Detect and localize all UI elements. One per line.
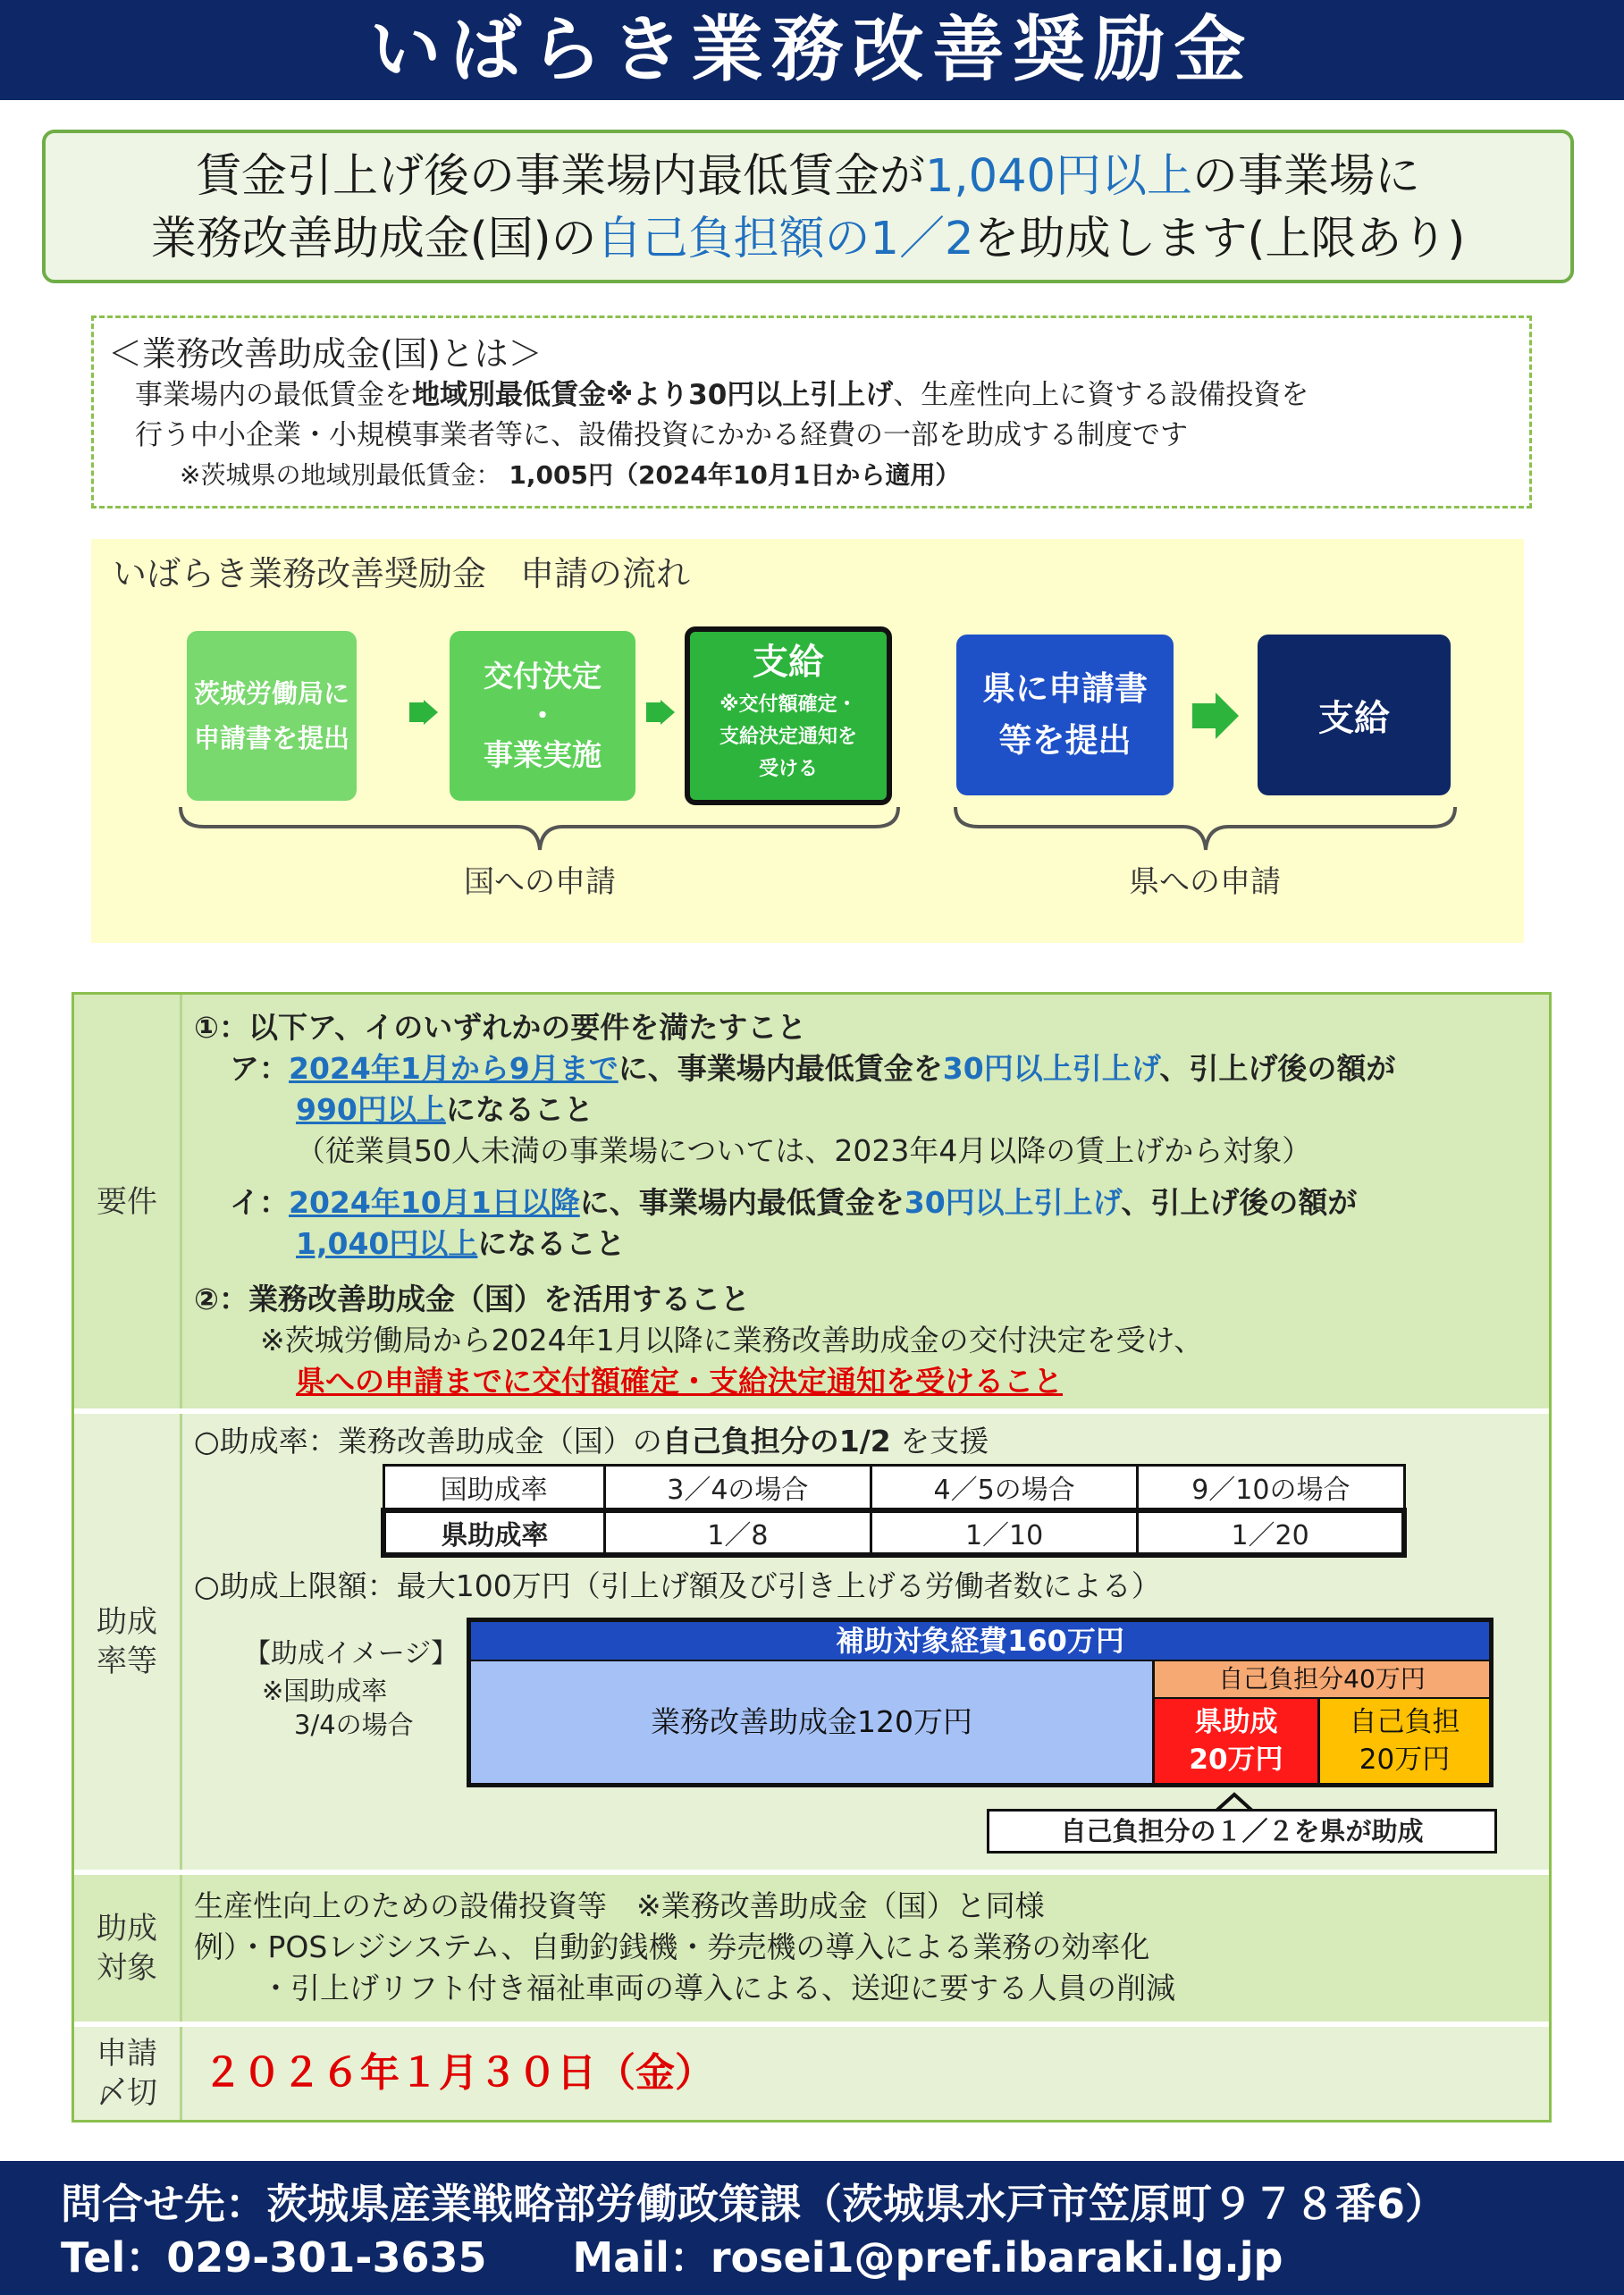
definition-line-1: 事業場内の最低賃金を地域別最低賃金※より30円以上引上げ、生産性向上に資する設備投資を: [135, 379, 1309, 411]
table-cell: 国助成率: [383, 1466, 604, 1510]
subsidy-bar: [467, 1618, 1494, 1787]
lead-line-1: 賃金引上げ後の事業場内最低賃金が1,040円以上の事業場に: [195, 150, 1421, 203]
row-rates: [74, 1414, 1549, 1872]
table-row: [383, 1466, 1404, 1510]
arrow-head: [1216, 693, 1239, 739]
image-title: 【助成イメージ】: [244, 1638, 459, 1669]
definition-line-2: 行う中小企業・小規模事業者等に、設備投資にかかる経費の一部を助成する制度です: [135, 419, 1188, 451]
lead-highlight-share: 自己負担額の1／2: [596, 213, 974, 265]
flow-step-submit-labour-bureau: 茨城労働局に 申請書を提出: [187, 631, 357, 801]
condition-2-warning: 県への申請までに交付額確定・支給決定通知を受けること: [296, 1364, 1063, 1399]
lead-line-2: 業務改善助成金(国)の自己負担額の1／2を助成します(上限あり): [150, 213, 1466, 265]
flow-step-payment-prefecture: 支給: [1258, 635, 1451, 795]
target-line-3: ・引上げリフト付き福祉車両の導入による、送迎に要する人員の削減: [261, 1971, 1175, 2005]
table-cell: 1／10: [871, 1510, 1137, 1555]
flow-step-submit-prefecture: 県に申請書 等を提出: [956, 635, 1174, 795]
table-cell: 県助成率: [383, 1510, 604, 1555]
condition-a-line-2: 990円以上になること: [296, 1092, 593, 1127]
bar-total: 補助対象経費160万円: [471, 1622, 1489, 1660]
condition-a-line-1: ア：2024年1月から9月までに、事業場内最低賃金を30円以上引上げ、引上げ後の額が: [230, 1051, 1396, 1086]
row-requirements: [74, 995, 1549, 1411]
arrow-head: [424, 700, 438, 725]
definition-title: ＜業務改善助成金(国)とは＞: [108, 334, 543, 374]
table-row: [383, 1510, 1404, 1555]
condition-i-line-2: 1,040円以上になること: [296, 1226, 626, 1261]
row-head-deadline: 申請 〆切: [74, 2027, 182, 2120]
row-head-targets: 助成 対象: [74, 1875, 182, 2022]
arrow-right-icon: [1192, 703, 1217, 728]
image-note-1: ※国助成率: [262, 1676, 388, 1706]
brace-national: [177, 803, 902, 859]
table-cell: 1／20: [1138, 1510, 1404, 1555]
row-head-rates: 助成 率等: [74, 1414, 182, 1870]
row-deadline: [74, 2027, 1549, 2120]
rate-description: ○助成率：業務改善助成金（国）の自己負担分の1/2 を支援: [194, 1424, 989, 1459]
row-targets: [74, 1875, 1549, 2024]
deadline-date: ２０２６年１月３０日（金）: [203, 2050, 714, 2096]
limit-description: ○助成上限額：最大100万円（引上げ額及び引き上げる労働者数による）: [194, 1568, 1161, 1603]
brace-prefecture: [952, 803, 1459, 859]
condition-a-note: （従業員50人未満の事業場については、2023年4月以降の賃上げから対象）: [296, 1133, 1312, 1168]
footer-contact: [0, 2161, 1624, 2295]
condition-2: ②：業務改善助成金（国）を活用すること: [194, 1282, 750, 1316]
caption-box: 自己負担分の１／２を県が助成: [987, 1809, 1497, 1854]
lead-box: [42, 130, 1574, 283]
contact-line: [61, 2231, 1624, 2284]
condition-1: ①：以下ア、イのいずれかの要件を満たすこと: [194, 1010, 807, 1045]
bar-national: 業務改善助成金120万円: [471, 1661, 1152, 1783]
national-application-label: 国への申請: [464, 864, 616, 900]
row-head-requirements: 要件: [74, 995, 182, 1408]
page-title: いばらき業務改善奨励金: [0, 0, 1624, 100]
target-line-1: 生産性向上のための設備投資等 ※業務改善助成金（国）と同様: [194, 1888, 1045, 1923]
table-cell: 4／5の場合: [871, 1466, 1137, 1510]
rate-table: [381, 1464, 1407, 1558]
target-line-2: 例）・POSレジシステム、自動釣銭機・券売機の導入による業務の効率化: [194, 1929, 1150, 1964]
contact-address: 問合せ先：茨城県産業戦略部労働政策課（茨城県水戸市笠原町９７８番6）: [61, 2180, 1447, 2228]
definition-note: ※茨城県の地域別最低賃金： 1,005円（2024年10月1日から適用）: [180, 460, 961, 490]
table-cell: 3／4の場合: [604, 1466, 871, 1510]
table-cell: 9／10の場合: [1138, 1466, 1404, 1510]
lead-highlight-wage: 1,040円以上: [924, 150, 1192, 203]
arrow-head: [661, 700, 675, 725]
contact-tel[interactable]: Tel：029-301-3635: [61, 2233, 487, 2282]
image-note-2: 3/4の場合: [294, 1710, 414, 1740]
table-cell: 1／8: [604, 1510, 871, 1555]
contact-mail[interactable]: Mail：rosei1@pref.ibaraki.lg.jp: [572, 2233, 1283, 2282]
condition-i-line-1: イ：2024年10月1日以降に、事業場内最低賃金を30円以上引上げ、引上げ後の額が: [230, 1185, 1358, 1220]
bar-self: 自己負担 20万円: [1320, 1699, 1489, 1783]
application-flow: [91, 539, 1524, 943]
prefecture-application-label: 県への申請: [1129, 864, 1281, 900]
definition-box: [91, 315, 1532, 509]
condition-2-note: ※茨城労働局から2024年1月以降に業務改善助成金の交付決定を受け、: [260, 1323, 1204, 1358]
bar-prefecture: 県助成 20万円: [1155, 1699, 1317, 1783]
requirements-table: [72, 992, 1552, 2123]
bar-self-total: 自己負担分40万円: [1155, 1661, 1489, 1697]
flow-step-payment-national: 支給 ※交付額確定・ 支給決定通知を 受ける: [685, 626, 892, 805]
flow-title: いばらき業務改善奨励金 申請の流れ: [113, 554, 691, 593]
flow-step-decision: 交付決定 ・ 事業実施: [450, 631, 635, 801]
